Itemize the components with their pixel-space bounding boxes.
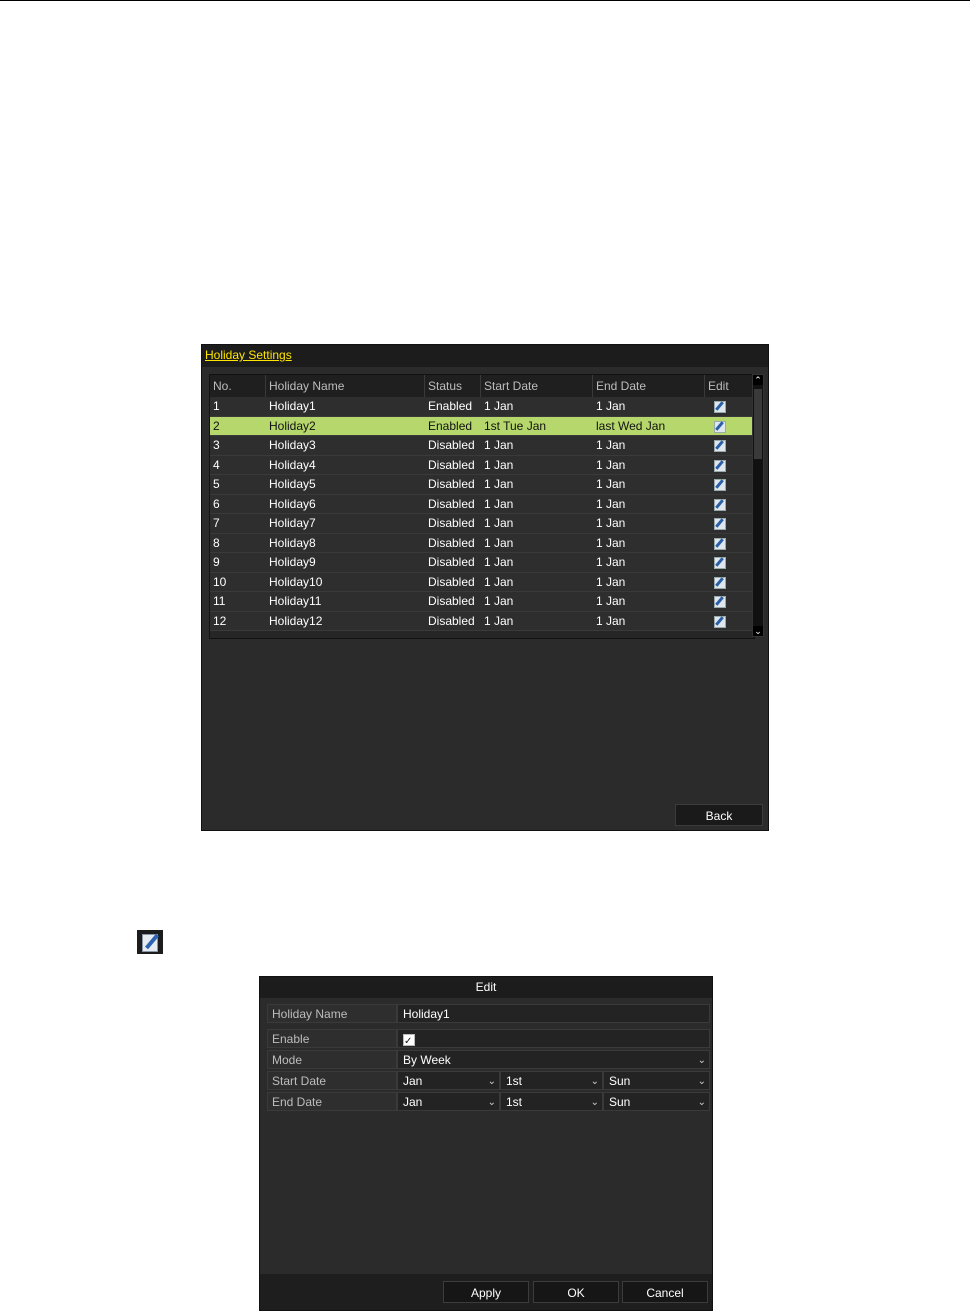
edit-icon (137, 930, 163, 954)
end-date-row (267, 1092, 710, 1113)
cell-no: 6 (213, 496, 220, 511)
table-row[interactable] (210, 417, 754, 437)
end-day-value: Sun (609, 1095, 631, 1109)
chevron-down-icon: ⌄ (590, 1076, 599, 1087)
cell-status: Disabled (428, 477, 475, 491)
start-month-value: Jan (403, 1074, 423, 1088)
cell-no: 4 (213, 457, 220, 472)
table-row[interactable] (210, 456, 754, 476)
chevron-down-icon: ⌄ (697, 1097, 706, 1108)
table-row[interactable] (210, 534, 754, 554)
holiday-table-header (210, 375, 754, 397)
back-button[interactable]: Back (675, 804, 763, 826)
cell-end-date: 1 Jan (596, 477, 626, 491)
cell-end-date: last Wed Jan (596, 418, 666, 433)
cell-holiday-name: Holiday1 (269, 399, 316, 413)
start-week-select[interactable] (500, 1071, 603, 1090)
end-week-value: 1st (506, 1095, 523, 1109)
cell-status: Disabled (428, 535, 475, 550)
start-day-value: Sun (609, 1074, 631, 1088)
edit-icon[interactable] (714, 479, 726, 491)
start-day-select[interactable] (603, 1071, 710, 1090)
enable-label: Enable (267, 1029, 397, 1048)
mode-select[interactable] (397, 1050, 710, 1069)
end-date-label: End Date (267, 1092, 397, 1111)
column-header-status[interactable]: Status (425, 375, 481, 397)
start-week-value: 1st (506, 1074, 523, 1088)
column-header-start-date[interactable]: Start Date (481, 375, 593, 397)
cell-edit (705, 534, 754, 553)
column-header-no[interactable]: No. (210, 375, 266, 397)
cell-holiday-name: Holiday12 (269, 613, 323, 628)
end-month-value: Jan (403, 1095, 423, 1109)
cell-holiday-name: Holiday7 (269, 516, 316, 530)
edit-icon[interactable] (714, 421, 726, 433)
cell-no: 3 (213, 438, 220, 452)
cell-start-date: 1 Jan (484, 555, 514, 569)
holiday-settings-titlebar (202, 345, 768, 367)
end-month-select[interactable] (397, 1092, 500, 1111)
cell-edit (705, 397, 754, 416)
cell-start-date: 1 Jan (484, 477, 514, 491)
chevron-down-icon: ⌄ (487, 1076, 496, 1087)
edit-dialog-footer (260, 1274, 712, 1310)
start-date-label: Start Date (267, 1071, 397, 1090)
cell-status: Disabled (428, 496, 475, 511)
chevron-down-icon: ⌄ (697, 1076, 706, 1087)
cell-start-date: 1 Jan (484, 438, 514, 452)
cell-no: 12 (213, 613, 227, 628)
cell-status: Disabled (428, 613, 475, 628)
cell-start-date: 1 Jan (484, 496, 514, 511)
cell-status: Disabled (428, 516, 475, 530)
cell-end-date: 1 Jan (596, 613, 626, 628)
mode-row (267, 1050, 710, 1071)
cell-holiday-name: Holiday4 (269, 457, 316, 472)
cell-no: 1 (213, 399, 220, 413)
cell-edit (705, 456, 754, 475)
cell-start-date: 1 Jan (484, 594, 514, 608)
holiday-name-row (267, 1004, 710, 1025)
scroll-down-icon[interactable]: ⌄ (754, 626, 762, 636)
cell-no: 7 (213, 516, 220, 530)
cell-status: Disabled (428, 574, 475, 589)
edit-icon[interactable] (714, 596, 726, 608)
cell-no: 2 (213, 418, 220, 433)
table-row[interactable] (210, 592, 754, 612)
cell-end-date: 1 Jan (596, 555, 626, 569)
edit-icon[interactable] (714, 577, 726, 589)
holiday-name-input[interactable]: Holiday1 (397, 1004, 710, 1023)
edit-icon[interactable] (714, 401, 726, 413)
cell-status: Enabled (428, 418, 473, 433)
table-row[interactable] (210, 514, 754, 534)
end-week-select[interactable] (500, 1092, 603, 1111)
start-month-select[interactable] (397, 1071, 500, 1090)
cell-holiday-name: Holiday11 (269, 594, 322, 608)
cell-no: 5 (213, 477, 220, 491)
holiday-name-label: Holiday Name (267, 1004, 397, 1023)
cell-end-date: 1 Jan (596, 574, 626, 589)
table-row[interactable] (210, 475, 754, 495)
chevron-down-icon: ⌄ (697, 1055, 706, 1066)
cell-holiday-name: Holiday3 (269, 438, 316, 452)
cell-holiday-name: Holiday5 (269, 477, 316, 491)
cell-edit (705, 495, 754, 514)
cell-start-date: 1 Jan (484, 457, 514, 472)
mode-select-value: By Week (403, 1053, 451, 1067)
edit-icon[interactable] (714, 538, 726, 550)
cell-end-date: 1 Jan (596, 496, 626, 511)
cell-status: Disabled (428, 457, 475, 472)
cell-end-date: 1 Jan (596, 535, 626, 550)
cell-start-date: 1 Jan (484, 399, 514, 413)
table-row[interactable] (210, 612, 754, 632)
edit-dialog (259, 976, 713, 1311)
mode-label: Mode (267, 1050, 397, 1069)
table-row[interactable] (210, 397, 754, 417)
edit-form (267, 1004, 710, 1113)
edit-icon[interactable] (714, 557, 726, 569)
chevron-down-icon: ⌄ (487, 1097, 496, 1108)
cell-no: 9 (213, 555, 220, 569)
cell-holiday-name: Holiday2 (269, 418, 316, 433)
table-row[interactable] (210, 495, 754, 515)
cell-holiday-name: Holiday8 (269, 535, 316, 550)
cell-edit (705, 514, 754, 533)
ok-button[interactable]: OK (533, 1281, 619, 1303)
edit-dialog-title: Edit (260, 977, 712, 998)
end-day-select[interactable] (603, 1092, 710, 1111)
holiday-settings-title[interactable]: Holiday Settings (205, 348, 292, 362)
cell-end-date: 1 Jan (596, 457, 626, 472)
cell-status: Disabled (428, 555, 475, 569)
holiday-settings-panel (201, 344, 769, 831)
cell-edit (705, 417, 754, 436)
edit-icon[interactable] (714, 460, 726, 472)
cell-end-date: 1 Jan (596, 516, 626, 530)
cell-edit (705, 612, 754, 631)
cell-start-date: 1 Jan (484, 574, 514, 589)
cancel-button[interactable]: Cancel (622, 1281, 708, 1303)
edit-icon[interactable] (714, 440, 726, 452)
edit-icon[interactable] (714, 499, 726, 511)
start-date-row (267, 1071, 710, 1092)
cell-status: Enabled (428, 399, 473, 413)
cell-start-date: 1st Tue Jan (484, 418, 547, 433)
cell-edit (705, 475, 754, 494)
table-row[interactable] (210, 553, 754, 573)
chevron-down-icon: ⌄ (590, 1097, 599, 1108)
cell-end-date: 1 Jan (596, 399, 626, 413)
column-header-edit[interactable]: Edit (705, 375, 754, 397)
cell-holiday-name: Holiday9 (269, 555, 316, 569)
enable-checkbox[interactable] (403, 1034, 415, 1046)
page-top-rule (0, 0, 970, 1)
column-header-holiday-name[interactable]: Holiday Name (266, 375, 425, 397)
holiday-table-scrollbar[interactable] (752, 374, 764, 637)
cell-status: Disabled (428, 594, 475, 608)
enable-row (267, 1029, 710, 1050)
cell-edit (705, 553, 754, 572)
edit-icon[interactable] (714, 616, 726, 628)
cell-status: Disabled (428, 438, 475, 452)
table-row[interactable] (210, 436, 754, 456)
cell-start-date: 1 Jan (484, 516, 514, 530)
enable-field (397, 1029, 710, 1048)
apply-button[interactable]: Apply (443, 1281, 529, 1303)
edit-icon[interactable] (714, 518, 726, 530)
cell-end-date: 1 Jan (596, 438, 626, 452)
scroll-thumb[interactable] (754, 389, 762, 459)
cell-start-date: 1 Jan (484, 613, 514, 628)
cell-edit (705, 573, 754, 592)
cell-edit (705, 436, 754, 455)
column-header-end-date[interactable]: End Date (593, 375, 705, 397)
cell-holiday-name: Holiday6 (269, 496, 316, 511)
cell-no: 11 (213, 594, 226, 608)
cell-start-date: 1 Jan (484, 535, 514, 550)
scroll-up-icon[interactable]: ⌃ (754, 375, 762, 385)
cell-no: 10 (213, 574, 227, 589)
cell-end-date: 1 Jan (596, 594, 626, 608)
table-row[interactable] (210, 573, 754, 593)
cell-holiday-name: Holiday10 (269, 574, 323, 589)
cell-edit (705, 592, 754, 611)
cell-no: 8 (213, 535, 220, 550)
holiday-table (209, 374, 755, 639)
holiday-table-body (210, 397, 754, 631)
